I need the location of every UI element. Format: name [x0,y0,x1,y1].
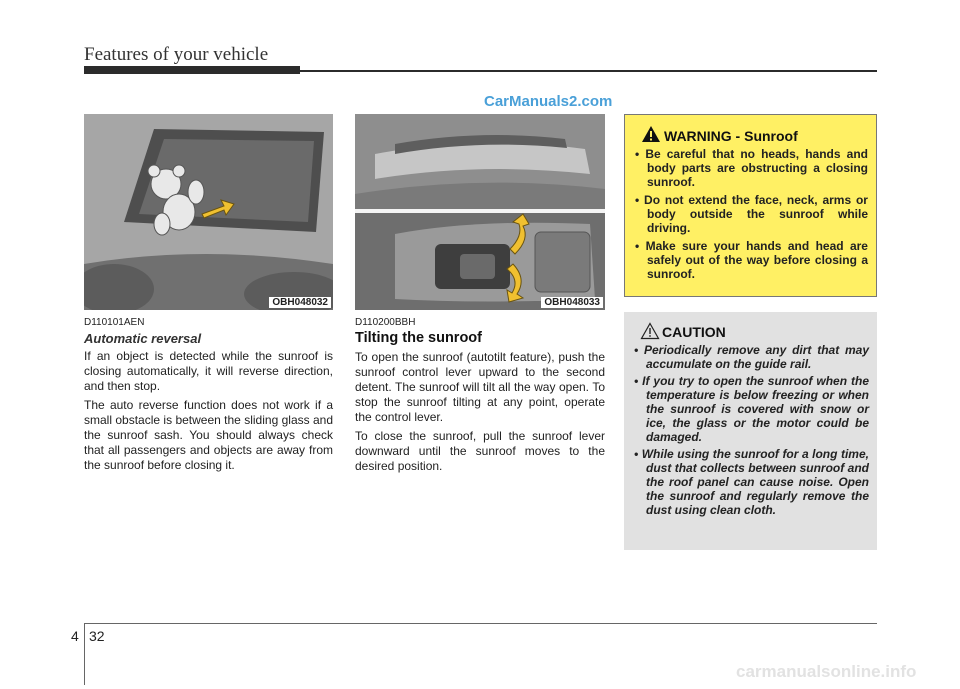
section-ref-code: D110200BBH [355,317,416,328]
automatic-reversal-photo [84,114,333,310]
tilting-sunroof-photo [355,114,605,310]
header-rule [300,70,877,72]
page-number: 32 [89,628,105,644]
chapter-number: 4 [71,628,79,644]
footer-rule [84,623,877,624]
body-paragraph: To open the sunroof (autotilt feature), push the sunroof control lever upward to the second detent. The sunroof will tilt all the way open. To stop the sunroof tilting at any point, operate the control lever. [355,350,605,424]
caution-icon [640,322,660,340]
section-ref-code: D110101AEN [84,317,145,328]
warning-item: • Be careful that no heads, hands and body parts are obstructing a closing sunroof. [635,147,868,189]
warning-item: • Make sure your hands and head are safely out of the way before closing a sunroof. [635,239,868,281]
section-body [355,350,605,474]
page-header-title: Features of your vehicle [84,44,269,65]
caution-item: • If you try to open the sunroof when the temperature is below freezing or when the sunroof is covered with snow or ice, the glass or the motor could be damaged. [634,374,869,444]
caution-item: • Periodically remove any dirt that may accumulate on the guide rail. [634,343,870,371]
page-number-separator [84,623,85,685]
image-code-label: OBH048033 [541,297,603,308]
watermark-link[interactable]: carmanualsonline.info [736,662,917,681]
section-body [84,349,333,473]
warning-icon [641,125,661,143]
header-bar [84,66,300,74]
warning-item: • Do not extend the face, neck, arms or body outside the sunroof while driving. [635,193,868,235]
section-heading: Automatic reversal [84,331,202,346]
body-paragraph: If an object is detected while the sunroof is closing automatically, it will reverse direction, and then stop. [84,349,333,393]
watermark-link[interactable]: CarManuals2.com [484,93,613,110]
caution-box [624,312,877,550]
caution-title: CAUTION [662,324,726,340]
section-heading: Tilting the sunroof [355,330,482,346]
warning-list [635,147,868,285]
warning-title: WARNING - Sunroof [664,128,798,144]
image-code-label: OBH048032 [269,297,331,308]
caution-item: • While using the sunroof for a long time, dust that collects between sunroof and the roof panel can cause noise. Open the sunroof and regularly remove the dust using clean cloth. [634,447,869,517]
body-paragraph: To close the sunroof, pull the sunroof lever downward until the sunroof moves to the desired position. [355,429,605,473]
warning-box [624,114,877,297]
body-paragraph: The auto reverse function does not work if a small obstacle is between the sliding glass and the sunroof sash. You should always check that all passengers and objects are away from the sunroof before closing it. [84,398,333,472]
caution-list [634,343,869,520]
